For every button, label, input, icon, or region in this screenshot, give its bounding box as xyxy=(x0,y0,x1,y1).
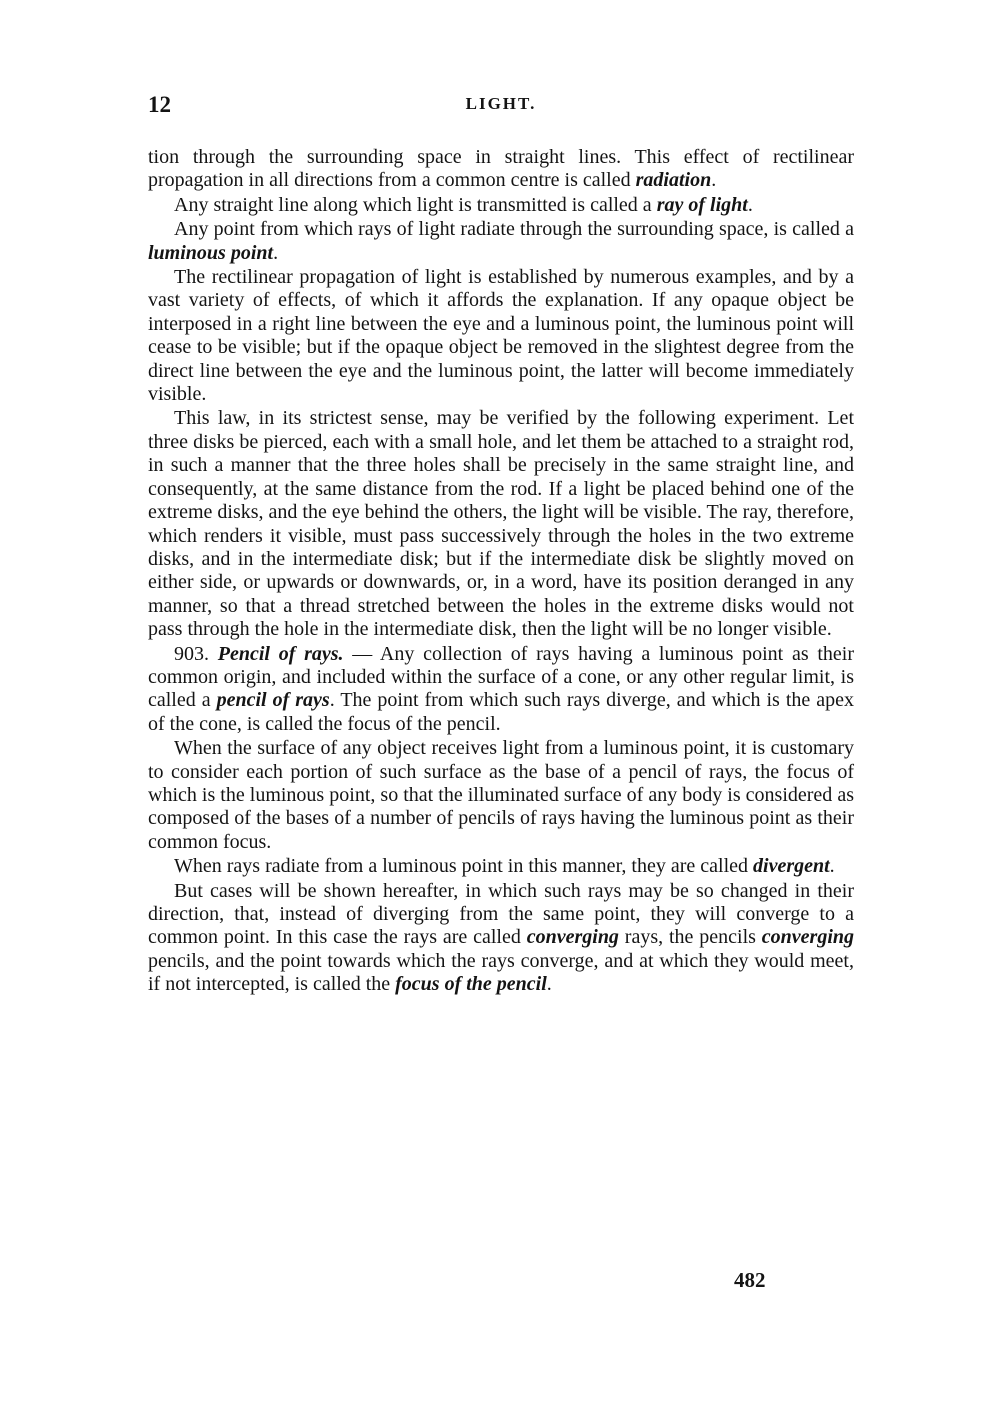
paragraph-9-text-2: rays, the pencils xyxy=(618,926,762,949)
paragraph-5: This law, in its strictest sense, may be verified by the following experiment. Let three disks be pierced, each with a small hole, and let them be attached to a straight rod, in such a manner that the three holes shall be precisely in the same straight line, and consequently, at the same distance from the rod. If a light be placed behind one of the extreme disks, and the eye behind the others, the light will be visible. The ray, therefore, which renders it visible, must pass successively through the holes in the two extreme disks, and in the intermediate disk; but if the intermediate disk be slightly moved on either side, or upwards or downwards, or, in a word, have its position deranged in any manner, so that a thread stretched between the holes in the extreme disks would not pass through the hole in the intermediate disk, then the light will be no longer visible. xyxy=(148,407,854,641)
paragraph-3-text: Any point from which rays of light radiate through the surrounding space, is called a xyxy=(174,218,854,241)
paragraph-6 xyxy=(148,643,854,737)
paragraph-6-end: . The point from which such rays diverge, and which is the apex of the cone, is called the focus of the pencil. xyxy=(148,689,855,735)
term-pencil-of-rays: pencil of rays xyxy=(216,689,330,712)
term-converging-rays: converging xyxy=(526,926,619,949)
paragraph-9 xyxy=(148,880,854,997)
running-title: LIGHT. xyxy=(465,94,537,113)
paragraph-1-end: . xyxy=(711,169,717,192)
paragraph-1 xyxy=(148,146,854,193)
term-focus-of-the-pencil: focus of the pencil xyxy=(395,973,547,996)
section-heading: Pencil of rays. xyxy=(217,642,344,665)
paragraph-3 xyxy=(148,218,854,265)
paragraph-8-end: . xyxy=(829,855,835,878)
section-dash: — xyxy=(343,642,380,665)
section-number: 903. xyxy=(174,642,209,665)
paragraph-1-text: tion through the surrounding space in straight lines. This effect of rectilinear propagation in all directions from a common centre is called xyxy=(148,146,854,192)
paragraph-8 xyxy=(148,855,854,878)
term-ray-of-light: ray of light xyxy=(656,193,748,216)
paragraph-2-end: . xyxy=(747,193,753,216)
term-radiation: radiation xyxy=(635,169,712,192)
paragraph-9-text-3: pencils, and the point towards which the rays converge, and at which they would meet, if not intercepted, is called the xyxy=(148,949,854,996)
paragraph-9-text: But cases will be shown hereafter, in which such rays may be so changed in their direction, that, instead of diverging from the same point, they will converge to a common point. In this case the rays are called xyxy=(148,879,854,949)
paragraph-3-end: . xyxy=(273,241,279,264)
paragraph-2-text: Any straight line along which light is transmitted is called a xyxy=(174,193,657,216)
term-converging-pencils: converging xyxy=(761,926,854,949)
paragraph-8-text: When rays radiate from a luminous point in this manner, they are called xyxy=(174,855,754,878)
term-luminous-point: luminous point xyxy=(148,241,274,264)
signature-mark: 482 xyxy=(734,1268,766,1292)
page-header xyxy=(148,92,854,122)
paragraph-2 xyxy=(148,194,854,217)
term-divergent: divergent xyxy=(753,855,830,878)
paragraph-7: When the surface of any object receives light from a luminous point, it is customary to consider each portion of such surface as the base of a pencil of rays, the focus of which is the luminous point, so that the illuminated surface of any body is considered as composed of the bases of a number of pencils of rays having the luminous point as their common focus. xyxy=(148,737,854,853)
paragraph-4: The rectilinear propagation of light is established by numerous examples, and by a vast variety of effects, of which it affords the explanation. If any opaque object be interposed in a right line between the eye and a luminous point, the luminous point will cease to be visible; but if the opaque object be removed in the slightest degree from the direct line between the eye and the luminous point, the latter will become immediately visible. xyxy=(148,266,854,406)
paragraph-9-end: . xyxy=(546,973,552,996)
paragraph-6-text: Any collection of rays having a luminous point as their common origin, and included within the surface of a cone, or any other regular limit, is called a xyxy=(148,642,855,712)
page-number: 12 xyxy=(148,92,171,117)
body-text xyxy=(148,146,854,998)
